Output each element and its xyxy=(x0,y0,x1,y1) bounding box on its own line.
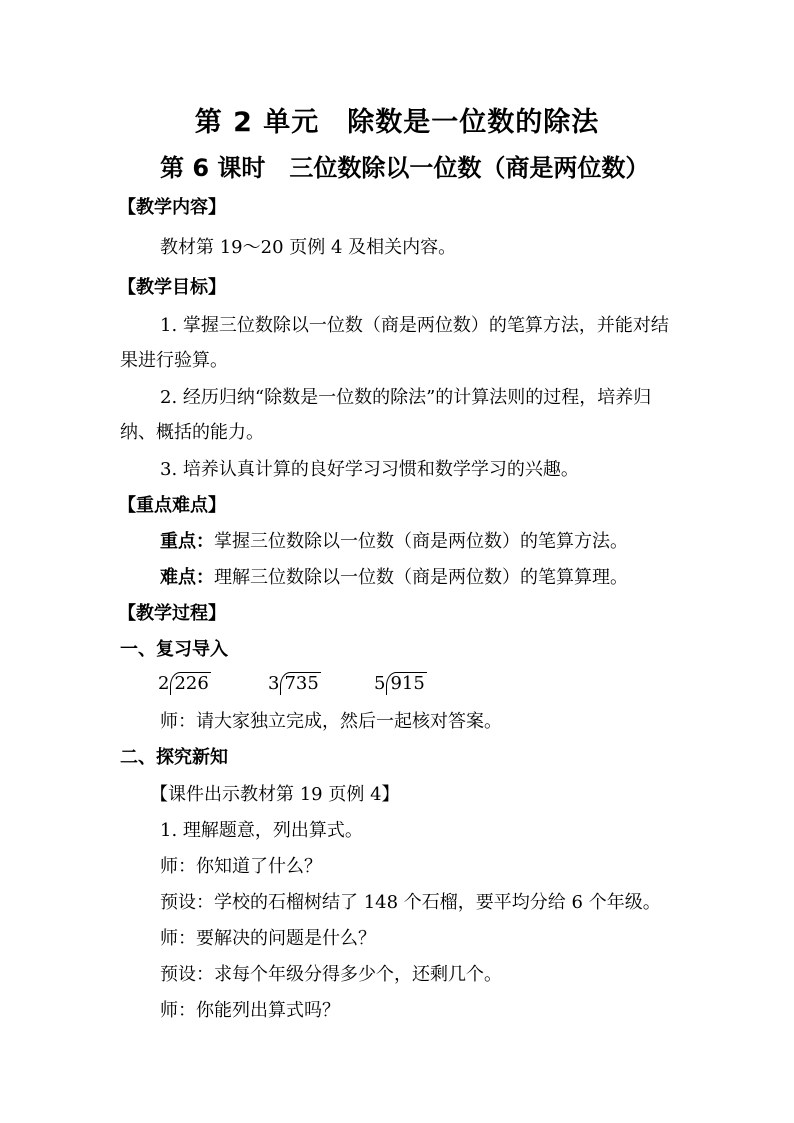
key-point xyxy=(160,530,794,554)
content-text: 教材第 19～20 页例 4 及相关内容。 xyxy=(160,237,457,258)
courseware-note: 【课件出示教材第 19 页例 4】 xyxy=(150,784,400,805)
division-problems xyxy=(0,672,794,702)
teacher-line-4: 师：你能列出算式吗？ xyxy=(160,1000,340,1021)
goal1-line2: 果进行验算。 xyxy=(120,350,228,371)
content-header: 【教学内容】 xyxy=(118,197,226,218)
page-title: 第 2 单元 除数是一位数的除法 xyxy=(194,107,600,138)
divisor: 3 xyxy=(268,673,280,694)
teacher-line-1: 师：请大家独立完成，然后一起核对答案。 xyxy=(160,711,502,732)
divisor: 2 xyxy=(158,673,170,694)
preset-line-2: 预设：求每个年级分得多少个，还剩几个。 xyxy=(160,964,502,985)
difficulty-point xyxy=(160,566,794,590)
key-text: 掌握三位数除以一位数（商是两位数）的笔算方法。 xyxy=(214,531,628,552)
teacher-line-2: 师：你知道了什么？ xyxy=(160,856,322,877)
division-problem xyxy=(158,672,211,696)
goal3: 3. 培养认真计算的良好学习习惯和数学学习的兴趣。 xyxy=(160,459,579,480)
dividend: 735 xyxy=(280,672,320,695)
part2-heading: 二、探究新知 xyxy=(120,747,228,768)
division-problem xyxy=(268,672,321,696)
difficulty-text: 理解三位数除以一位数（商是两位数）的笔算算理。 xyxy=(214,567,628,588)
goal2-line2: 纳、概括的能力。 xyxy=(120,422,264,443)
part1-heading: 一、复习导入 xyxy=(120,639,228,660)
key-header: 【重点难点】 xyxy=(118,495,226,516)
preset-line-1: 预设：学校的石榴树结了 148 个石榴，要平均分给 6 个年级。 xyxy=(160,892,661,913)
goals-header: 【教学目标】 xyxy=(118,277,226,298)
dividend: 226 xyxy=(170,672,210,695)
process-header: 【教学过程】 xyxy=(118,603,226,624)
step1: 1. 理解题意，列出算式。 xyxy=(160,820,363,841)
divisor: 5 xyxy=(374,673,386,694)
lesson-subtitle: 第 6 课时 三位数除以一位数（商是两位数） xyxy=(160,154,650,182)
goal1-line1: 1. 掌握三位数除以一位数（商是两位数）的笔算方法，并能对结 xyxy=(160,315,669,336)
goal2-line1: 2. 经历归纳“除数是一位数的除法”的计算法则的过程，培养归 xyxy=(160,387,652,408)
difficulty-label: 难点： xyxy=(160,567,214,588)
division-problem xyxy=(374,672,427,696)
key-label: 重点： xyxy=(160,531,214,552)
dividend: 915 xyxy=(386,672,426,695)
teacher-line-3: 师：要解决的问题是什么？ xyxy=(160,928,376,949)
